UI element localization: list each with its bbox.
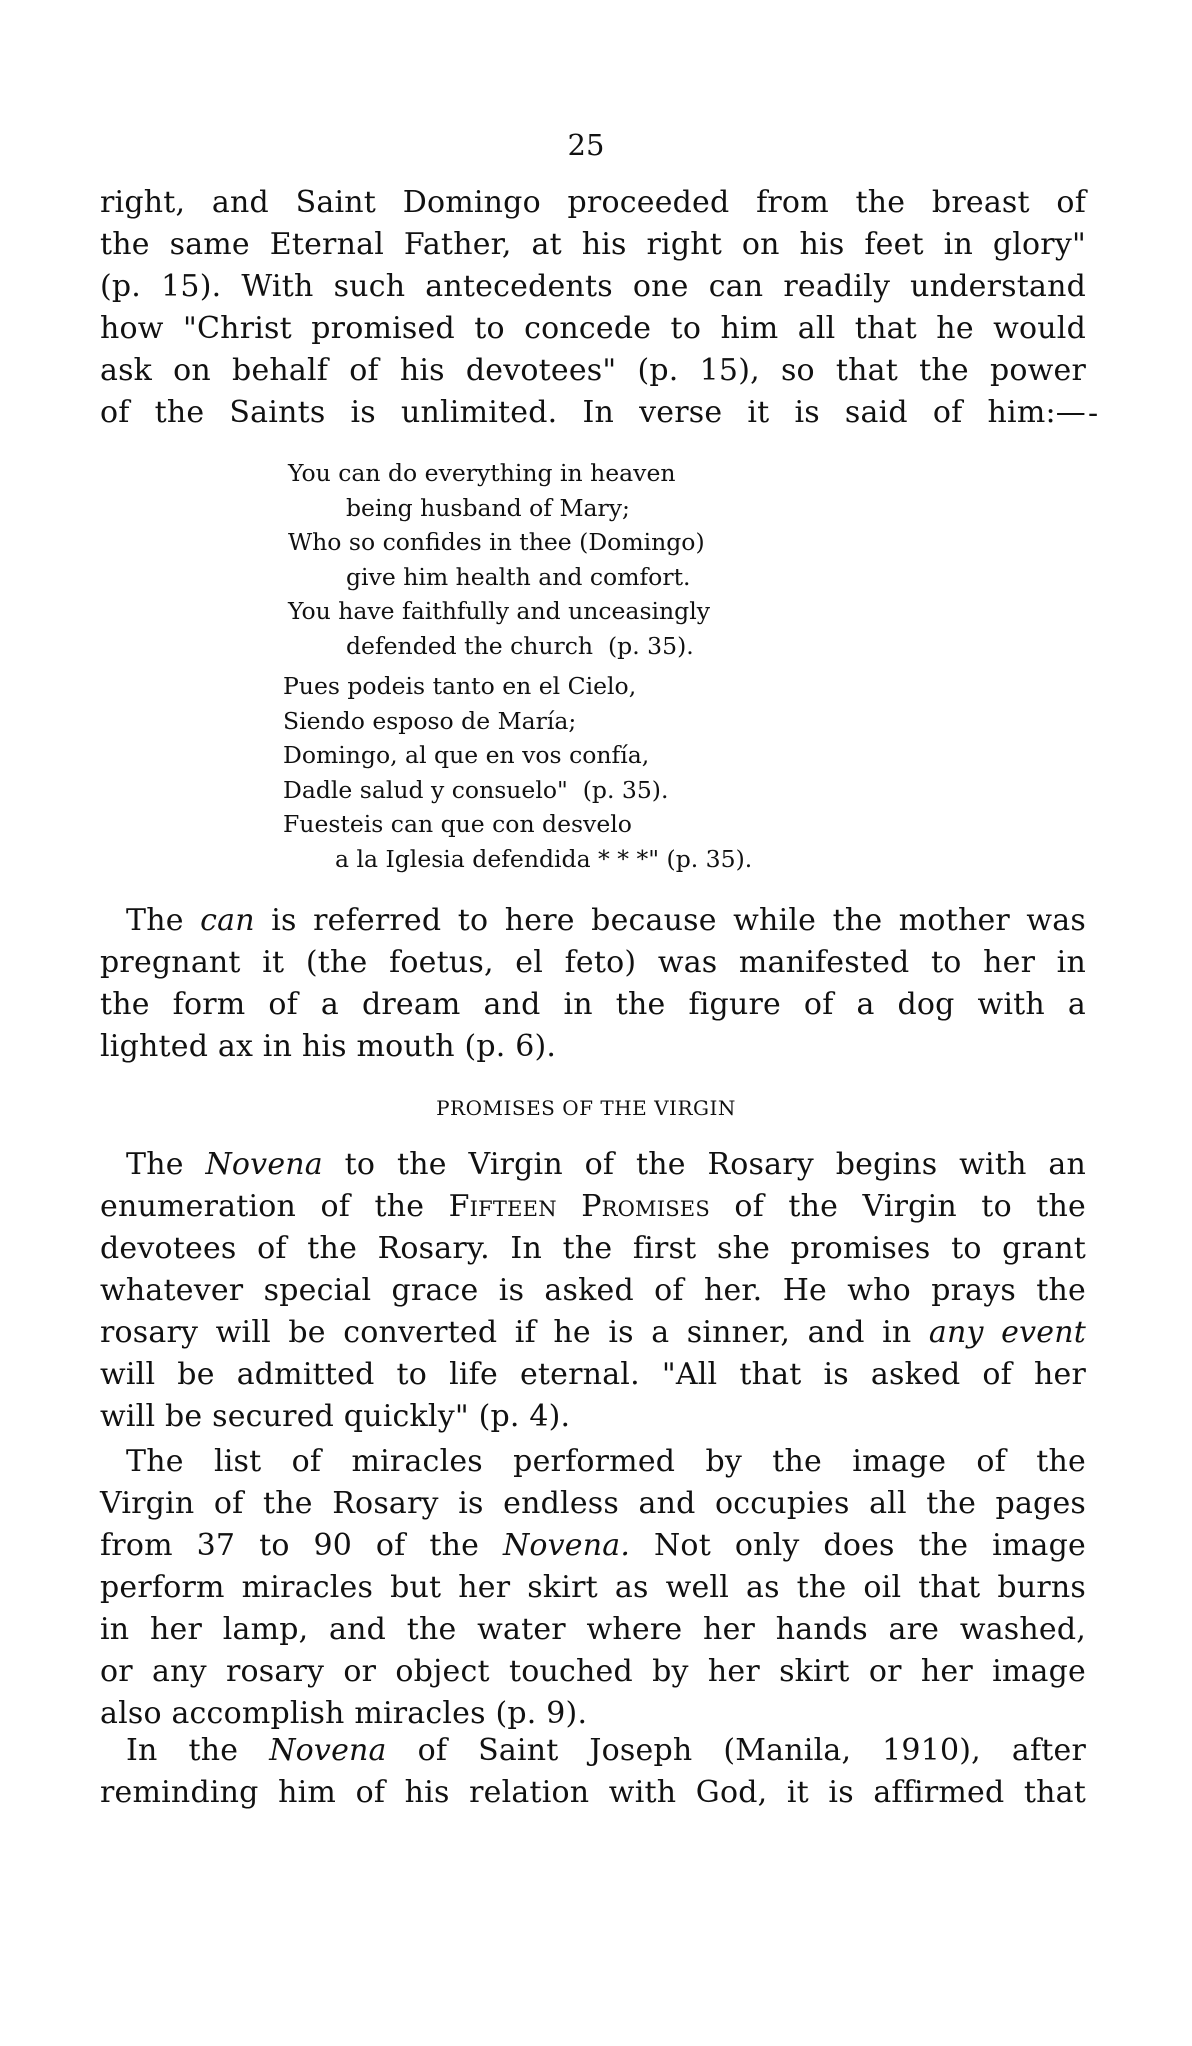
verse-line: Pues podeis tanto en el Cielo, [283,672,637,700]
text-line [100,311,1086,347]
text-line [100,269,1086,305]
text-line [126,1147,1086,1183]
text-segment: also accomplish miracles (p. 9). [100,1696,588,1731]
text-line [100,987,1086,1023]
text-segment: pregnant it (the foetus, el feto) was manifested to her in [100,945,1086,980]
verse-line: Domingo, al que en vos confía, [283,741,650,769]
text-segment: right, and Saint Domingo proceeded from the breast of [100,185,1086,220]
text-line [100,1273,1086,1309]
text-line [100,1189,1086,1225]
text-segment: reminding him of his relation with God, it is affirmed that [100,1775,1086,1810]
text-line [100,1029,1086,1065]
text-line [100,1231,1086,1267]
text-segment: The list of miracles performed by the image of the [126,1444,1086,1479]
text-segment: in her lamp, and the water where her hands are washed, [100,1612,1086,1647]
text-segment: enumeration of the [100,1189,449,1224]
trailing-mark: - [1088,396,1099,431]
italic-text: Novena [205,1147,323,1182]
text-segment: ask on behalf of his devotees" (p. 15), so that the power [100,353,1086,388]
text-segment: is referred to here because while the mother was [254,903,1086,938]
verse-line: give him health and comfort. [346,562,691,591]
text-segment: or any rosary or object touched by her skirt or her image [100,1654,1086,1689]
verse-line: You have faithfully and unceasingly [288,597,710,625]
text-segment: Fifteen Promises [448,1189,710,1224]
verse-line: a la Iglesia defendida * * *" (p. 35). [335,844,753,873]
text-line [100,1654,1086,1690]
text-segment: The [126,903,201,938]
verse-line: being husband of Mary; [346,493,630,522]
text-segment: devotees of the Rosary. In the first she promises to grant [100,1231,1086,1266]
text-line [126,1733,1086,1769]
italic-text: can [200,903,255,938]
text-line [100,1696,1086,1732]
verse-line: Dadle salud y consuelo" (p. 35). [283,775,669,804]
text-segment: The [126,1147,206,1182]
text-line [100,1399,1086,1435]
verse-line: Siendo esposo de María; [283,706,577,735]
text-segment: will be secured quickly" (p. 4). [100,1399,571,1434]
text-line [100,1612,1086,1648]
text-segment: (p. 15). With such antecedents one can readily understand [100,269,1086,304]
text-segment: to the Virgin of the Rosary begins with an [322,1147,1086,1182]
text-segment: the form of a dream and in the figure of a dog with a [100,987,1086,1022]
text-line [126,1444,1086,1480]
text-line [100,353,1086,389]
text-segment: rosary will be converted if he is a sinner, and in [100,1315,929,1350]
text-segment: whatever special grace is asked of her. He who prays the [100,1273,1086,1308]
text-line [100,185,1086,221]
verse-line: Fuesteis can que con desvelo [283,810,632,838]
text-line [100,1486,1086,1522]
text-segment: of the Virgin to the [709,1189,1086,1224]
text-line [100,1315,1086,1351]
text-segment: of the Saints is unlimited. In verse it is said of him:— [100,395,1086,430]
text-line [126,903,1086,939]
text-line [100,945,1086,981]
text-segment: how "Christ promised to concede to him all that he would [100,311,1086,346]
italic-text: Novena. [502,1528,631,1563]
italic-text: any event [928,1315,1086,1350]
text-line [100,227,1086,263]
text-line [100,1775,1086,1811]
verse-line: Who so confides in thee (Domingo) [288,528,705,556]
italic-text: Novena [269,1733,387,1768]
verse-line: defended the church (p. 35). [346,631,694,660]
text-line [100,1357,1086,1393]
text-segment: will be admitted to life eternal. "All that is asked of her [100,1357,1086,1392]
page-number: 25 [567,128,605,162]
text-segment: Virgin of the Rosary is endless and occupies all the pages [100,1486,1086,1521]
section-heading: PROMISES OF THE VIRGIN [436,1096,736,1120]
text-segment: of Saint Joseph (Manila, 1910), after [386,1733,1087,1768]
text-segment: Not only does the image [630,1528,1086,1563]
text-segment: In the [126,1733,270,1768]
text-line [100,1528,1086,1564]
text-segment: perform miracles but her skirt as well as the oil that burns [100,1570,1086,1605]
text-segment: the same Eternal Father, at his right on his feet in glory" [100,227,1086,262]
text-line [100,395,1086,431]
verse-line: You can do everything in heaven [288,459,676,487]
text-segment: lighted ax in his mouth (p. 6). [100,1029,557,1064]
text-segment: from 37 to 90 of the [100,1528,503,1563]
text-line [100,1570,1086,1606]
